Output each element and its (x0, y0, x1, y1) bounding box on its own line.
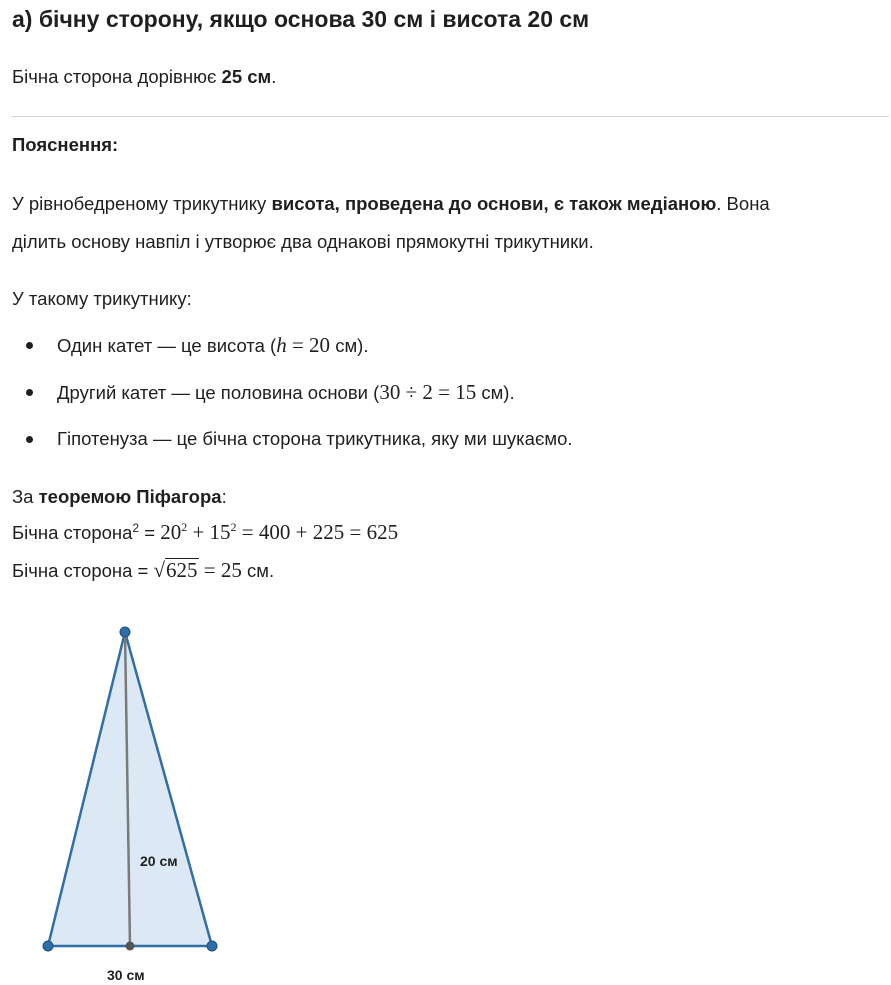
section-divider (12, 116, 889, 117)
triangle-diagram (0, 600, 260, 985)
explanation-title-text: Пояснення: (12, 134, 119, 155)
theorem-bold: теоремою Піфагора (38, 486, 222, 507)
formula1-rest: = 400 + 225 = 625 (236, 520, 399, 544)
formula1-eq: = (139, 522, 161, 543)
triangle-intro: У такому трикутнику: (12, 288, 192, 309)
bullet-1-suffix: см). (330, 335, 369, 356)
formula2-radicand: 625 (166, 558, 198, 582)
base-right-point (207, 941, 217, 951)
formula1-label-sup: 2 (132, 520, 140, 535)
para1-bold: висота, проведена до основи, є також медіаною (271, 193, 717, 214)
formula1-label: Бічна сторона (12, 522, 133, 543)
bullet-1-math-rest: = 20 (286, 333, 331, 357)
theorem-line (12, 482, 227, 512)
bullet-2-suffix: см). (476, 382, 515, 403)
answer-line (12, 62, 276, 92)
explanation-line-2: ділить основу навпіл і утворює два однакові прямокутні трикутники. (12, 231, 594, 252)
height-label: 20 см (140, 853, 178, 869)
explanation-title (12, 130, 118, 160)
bullet-dot (26, 342, 33, 349)
formula1-b-sup: 2 (230, 520, 237, 534)
base-label: 30 см (107, 967, 145, 983)
theorem-suffix: : (221, 486, 227, 507)
section-heading: а) бічну сторону, якщо основа 30 см і висота 20 см (12, 6, 590, 32)
bullet-dot (26, 389, 33, 396)
bullet-1-math-var: h (276, 333, 287, 357)
theorem-prefix: За (12, 486, 39, 507)
bullet-1-prefix: Один катет — це висота ( (57, 335, 277, 356)
explanation-line-1 (12, 189, 770, 219)
apex-point (120, 627, 130, 637)
bullet-3-text: Гіпотенуза — це бічна сторона трикутника, яку ми шукаємо. (57, 428, 573, 449)
formula-sqrt (12, 555, 274, 586)
bullet-2-math: 30 ÷ 2 = 15 (379, 380, 477, 404)
formula2-suffix: см. (241, 560, 275, 581)
formula2-label: Бічна сторона = (12, 560, 154, 581)
formula2-rest: = 25 (198, 558, 242, 582)
answer-value: 25 см (221, 66, 272, 87)
formula-square (12, 517, 398, 548)
para1-suffix: . Вона (716, 193, 770, 214)
answer-prefix: Бічна сторона дорівнює (12, 66, 222, 87)
base-left-point (43, 941, 53, 951)
sqrt-sign: √ (153, 558, 166, 582)
answer-suffix: . (271, 66, 277, 87)
bullet-dot (26, 436, 33, 443)
para1-prefix: У рівнобедреному трикутнику (12, 193, 272, 214)
formula1-a-sup: 2 (181, 520, 188, 534)
bullet-2-prefix: Другий катет — це половина основи ( (57, 382, 380, 403)
height-foot-point (126, 942, 135, 951)
formula1-plus: + 15 (187, 520, 231, 544)
formula1-a: 20 (160, 520, 182, 544)
